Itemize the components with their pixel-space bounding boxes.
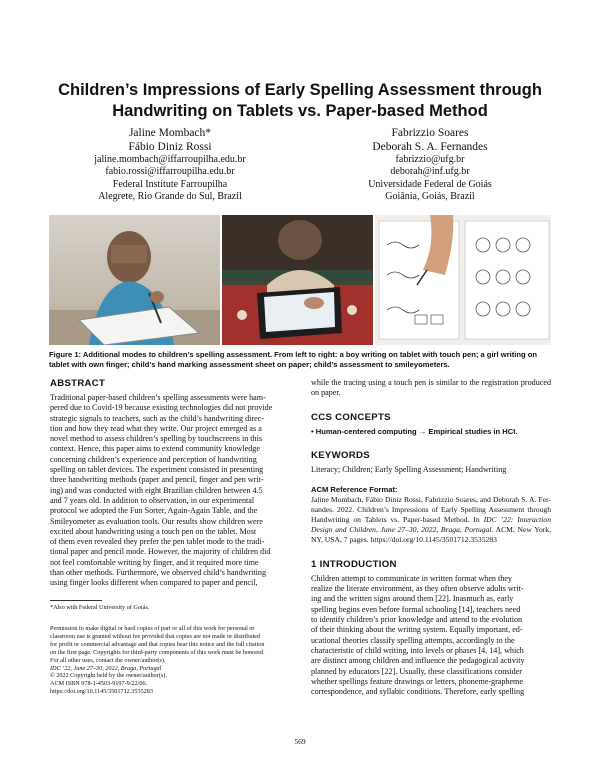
abstract-body [50, 393, 290, 589]
photo-boy-tablet-pen [49, 215, 220, 345]
intro-line: spelling begins even before formal schooling [14], teachers need [311, 604, 521, 614]
paper-title [40, 80, 560, 122]
abstract-line: three handwriting methods (paper and pencil, finger and pen writ- [50, 475, 264, 485]
author-email: fabrizzio@ufg.br [395, 154, 465, 165]
author-affiliation: Federal Institute Farroupilha [112, 178, 228, 190]
introduction-heading: 1 INTRODUCTION [311, 558, 397, 570]
abstract-line: pered due to Covid-19 because existing technologies did not provide [50, 403, 273, 413]
keywords-heading: KEYWORDS [311, 449, 370, 461]
intro-line: are distinct among children and influence the pedagogical activity [311, 656, 525, 666]
photo-paper-assessment-sheet [375, 215, 551, 345]
author-location: Alegrete, Rio Grande do Sul, Brazil [98, 190, 242, 202]
right-column [311, 378, 551, 697]
author-location: Goiânia, Goiás, Brazil [385, 190, 475, 202]
abstract-line: context. Hence, this paper aims to extend community knowledge [50, 444, 260, 454]
abstract-line: concerning children’s experience and perception of handwriting [50, 454, 257, 464]
author-name: Fábio Diniz Rossi [128, 141, 212, 153]
author-name: Jaline Mombach* [128, 127, 212, 139]
abstract-line: Traditional paper-based children’s spelling assessments were ham- [50, 393, 266, 402]
intro-line: Children attempt to communicate in written format when they [311, 573, 512, 583]
abstract-line: ing) and was conducted with eight Brazilian children between 4.5 [50, 485, 263, 495]
author-column-right [300, 126, 560, 203]
abstract-line: and 7 years old. In addition to observation, in our experimental [50, 495, 255, 505]
title-line-2: Handwriting on Tablets vs. Paper-based Method [112, 102, 488, 120]
abstract-line: Smileyometer as evaluation tools. Our results show children were [50, 516, 263, 526]
footnote-rule [50, 600, 102, 601]
author-name: Deborah S. A. Fernandes [372, 141, 488, 153]
permission-line: for profit or commercial advantage and that copies bear this notice and the full citation [50, 640, 265, 648]
abstract-line: novel method to assess children’s spelling by touchscreens in this [50, 434, 262, 444]
left-column [50, 378, 290, 589]
author-email: deborah@inf.ufg.br [390, 166, 470, 178]
intro-line: ing and the written signs around them [22]. Inasmuch as, early [311, 594, 514, 604]
abstract-continuation: while the tracing using a touch pen is similar to the registration produced on paper. [311, 378, 551, 398]
figure-caption: Figure 1: Additional modes to children’s spelling assessment. From left to right: a boy writing on tablet with touch pen; a girl writing on tablet with own finger; child’s hand marking assessment sheet on paper; child’s assessment to smileyometers. [49, 350, 537, 369]
intro-line: whether spellings feature drawings or letters, phoneme-grapheme [311, 676, 523, 686]
intro-line: characteristic of child writing, into levels or phases [4, 14], which [311, 645, 524, 655]
abstract-line: tion and how they read what they write. Our project emerged as a [50, 423, 262, 433]
intro-line: planned by educators [22]. Usually, these classifications consider [311, 666, 522, 676]
keywords-text: Literacy; Children; Early Spelling Assessment; Handwriting [311, 464, 507, 474]
reference-part-2: ACM, New York, NY, USA, 7 pages. https://doi.org/10.1145/3501712.3535283 [311, 524, 551, 544]
ccs-concepts: • Human-centered computing → Empirical studies in HCI. [311, 426, 518, 436]
permission-block [50, 625, 290, 696]
abstract-line: strategic signals to teachers, such as the child’s handwriting direc- [50, 413, 264, 423]
abstract-line: using finger looks different when compared to paper and pencil, [50, 578, 258, 588]
author-email: jaline.mombach@iffarroupilha.edu.br [94, 154, 246, 165]
permission-venue: IDC ’22, June 27–30, 2022, Braga, Portugal [50, 664, 162, 672]
figure-1 [49, 215, 551, 345]
reference-venue: IDC ’22: Interaction Design and Children, June 27–30, 2022, Braga, Portugal. [311, 514, 551, 534]
author-affiliation: Universidade Federal de Goiás [368, 178, 492, 190]
introduction-body [311, 574, 551, 698]
reference-heading: ACM Reference Format: [311, 484, 398, 494]
abstract-line: spelling on tablet devices. The experiment consisted in presenting [50, 465, 264, 475]
abstract-line: protocol we adopted the Fun Sorter, Again-Again Table, and the [50, 506, 258, 516]
author-block [40, 126, 560, 203]
permission-isbn: ACM ISBN 978-1-4503-9197-9/22/06. [50, 680, 148, 688]
abstract-line: not feel comfortable writing by finger, and it required more time [50, 557, 259, 567]
intro-line: of their thinking about the writing system. Equally important, ed- [311, 625, 523, 635]
photo-girl-tablet-finger [222, 215, 372, 345]
title-line-1: Children’s Impressions of Early Spelling Assessment through [58, 81, 542, 99]
author-name: Fabrizzio Soares [391, 127, 469, 139]
reference-part-1: Jaline Mombach, Fábio Diniz Rossi, Fabrizzio Soares, and Deborah S. A. Fer-nandes. 2022. Children’s Impressions of Early Spelling Assessment through Handwriting on Tablets vs. Paper-based Method. In [311, 494, 551, 524]
permission-line: For all other uses, contact the owner/author(s). [50, 656, 166, 664]
abstract-line: than other methods. Furthermore, we observed child’s handwriting [50, 568, 267, 578]
ccs-heading: CCS CONCEPTS [311, 411, 391, 423]
abstract-line: of them even revealed they prefer the pen tablet mode to the tradi- [50, 537, 265, 547]
abstract-line: excited about handwriting using a touch pen on the tablet. Most [50, 526, 257, 536]
permission-line: classroom use is granted without fee provided that copies are not made or distributed [50, 632, 261, 640]
abstract-line: tional paper and pencil mode. However, the majority of children did [50, 547, 271, 557]
intro-line: realize the literate environment, as they often observe adults writ- [311, 584, 524, 594]
permission-doi[interactable]: https://doi.org/10.1145/3501712.3535283 [50, 688, 153, 696]
reference-text [311, 495, 551, 545]
page-number: 569 [294, 737, 306, 746]
intro-line: correspondence, and syllabic conditions. Therefore, early spelling [311, 687, 525, 697]
intro-line: ucational theories classify spelling attempts, accordingly to the [311, 635, 515, 645]
author-column-left [40, 126, 300, 203]
author-email: fabio.rossi@iffarroupilha.edu.br [105, 166, 235, 178]
footnote: *Also with Federal University of Goiás. [50, 604, 150, 611]
permission-copyright: © 2022 Copyright held by the owner/author(s). [50, 672, 167, 680]
intro-line: to identify children’s prior knowledge and attend to the evolution [311, 615, 523, 625]
permission-line: on the first page. Copyrights for third-party components of this work must be honored. [50, 648, 265, 656]
abstract-heading: ABSTRACT [50, 378, 106, 389]
permission-line: Permission to make digital or hard copies of part or all of this work for personal or [50, 625, 255, 632]
